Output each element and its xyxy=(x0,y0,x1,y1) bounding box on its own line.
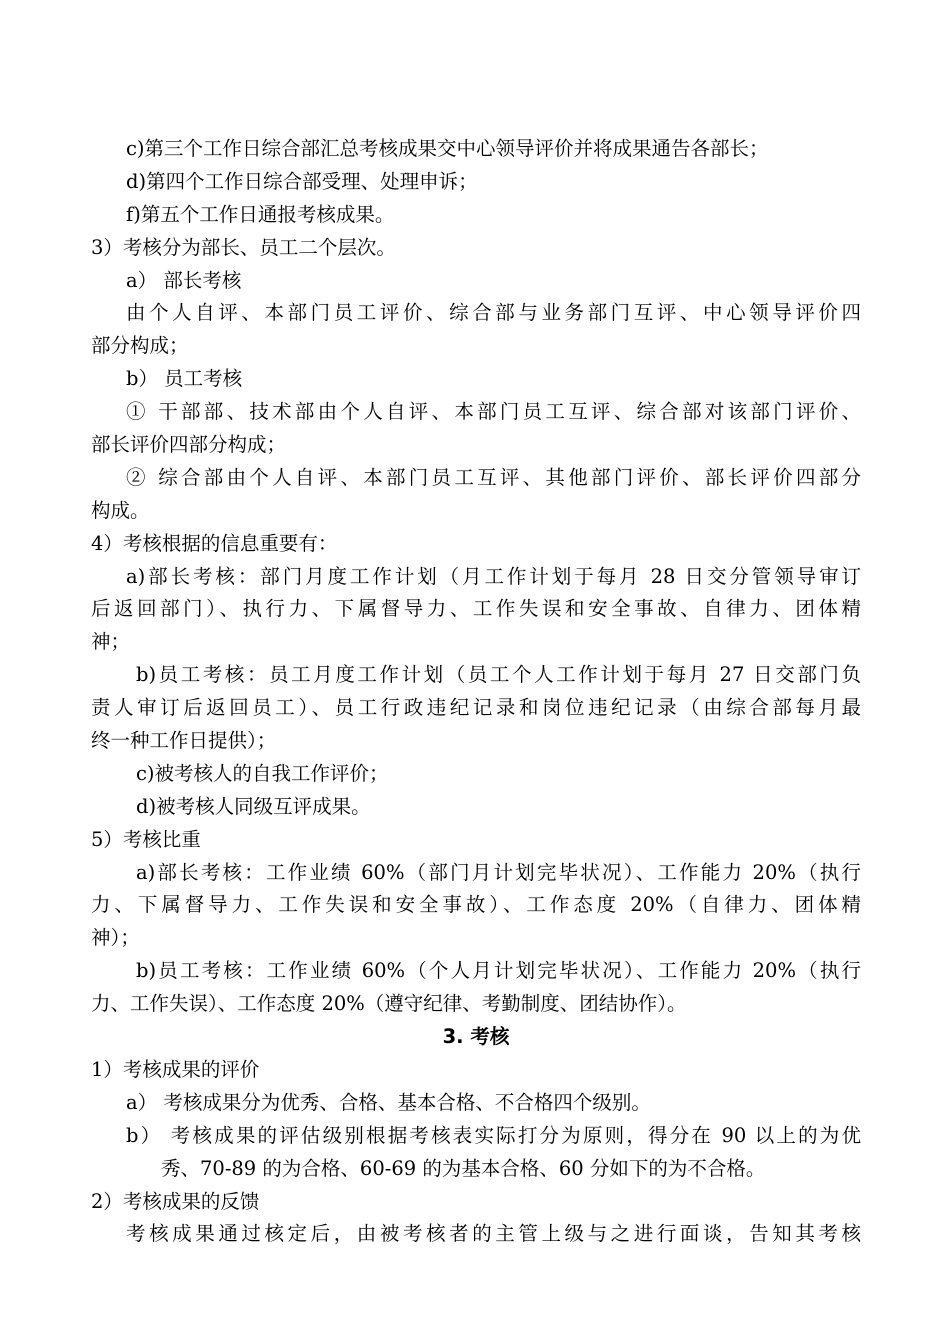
section-heading: 3. 考核 xyxy=(442,1025,510,1049)
section-item-4: 4）考核根据的信息重要有： xyxy=(91,531,338,555)
text-line: 后返回部门）、执行力、下属督导力、工作失误和安全事故、自律力、团体精 xyxy=(91,597,861,621)
text-line: 构成。 xyxy=(91,498,150,522)
text-line: 责人审订后返回员工）、员工行政违纪记录和岗位违纪记录（由综合部每月最 xyxy=(91,696,861,720)
section-item-3: 3）考核分为部长、员工二个层次。 xyxy=(91,235,396,259)
text-line: d)第四个工作日综合部受理、处理申诉； xyxy=(126,169,478,193)
subsection-heading: b） 员工考核 xyxy=(126,367,243,391)
section-item-1: 1）考核成果的评价 xyxy=(91,1057,260,1081)
text-line: a)部长考核：部门月度工作计划（月工作计划于每月 28 日交分管领导审订 xyxy=(126,564,861,588)
text-line: 神； xyxy=(91,630,131,654)
text-line: 部分构成； xyxy=(91,334,189,358)
text-line: ② 综合部由个人自评、本部门员工互评、其他部门评价、部长评价四部分 xyxy=(126,465,861,489)
section-item-2: 2）考核成果的反馈 xyxy=(91,1189,260,1213)
text-line: 由个人自评、本部门员工评价、综合部与业务部门互评、中心领导评价四 xyxy=(126,301,861,325)
text-line: a)部长考核：工作业绩 60%（部门月计划完毕状况）、工作能力 20%（执行 xyxy=(136,860,861,884)
text-line: 考核成果通过核定后，由被考核者的主管上级与之进行面谈，告知其考核 xyxy=(126,1222,861,1246)
text-line: c)第三个工作日综合部汇总考核成果交中心领导评价并将成果通告各部长； xyxy=(126,137,769,160)
text-line: 神）； xyxy=(91,926,140,950)
text-line: 部长评价四部分构成； xyxy=(91,433,287,457)
text-line: 力、工作失误）、工作态度 20%（遵守纪律、考勤制度、团结协作）。 xyxy=(91,992,687,1016)
text-line: b)员工考核：员工月度工作计划（员工个人工作计划于每月 27 日交部门负 xyxy=(136,663,861,687)
text-line: c)被考核人的自我工作评价； xyxy=(136,761,389,785)
text-line: 终一种工作日提供）； xyxy=(91,729,277,753)
text-line: 力、下属督导力、工作失误和安全事故）、工作态度 20%（自律力、团体精 xyxy=(91,893,861,917)
text-line: ① 干部部、技术部由个人自评、本部门员工互评、综合部对该部门评价、 xyxy=(126,400,861,424)
document-page xyxy=(91,133,861,1251)
list-item: a） 考核成果分为优秀、合格、基本合格、不合格四个级别。 xyxy=(126,1090,651,1114)
text-line: 秀、70-89 的为合格、60-69 的为基本合格、60 分如下的为不合格。 xyxy=(161,1156,766,1180)
text-line: d)被考核人同级互评成果。 xyxy=(136,794,371,818)
list-item: b） 考核成果的评估级别根据考核表实际打分为原则，得分在 90 以上的为优 xyxy=(126,1123,861,1147)
subsection-heading: a） 部长考核 xyxy=(126,268,242,292)
text-line: b)员工考核：工作业绩 60%（个人月计划完毕状况）、工作能力 20%（执行 xyxy=(136,959,861,983)
section-item-5: 5）考核比重 xyxy=(91,827,201,851)
text-line: f)第五个工作日通报考核成果。 xyxy=(126,202,395,226)
